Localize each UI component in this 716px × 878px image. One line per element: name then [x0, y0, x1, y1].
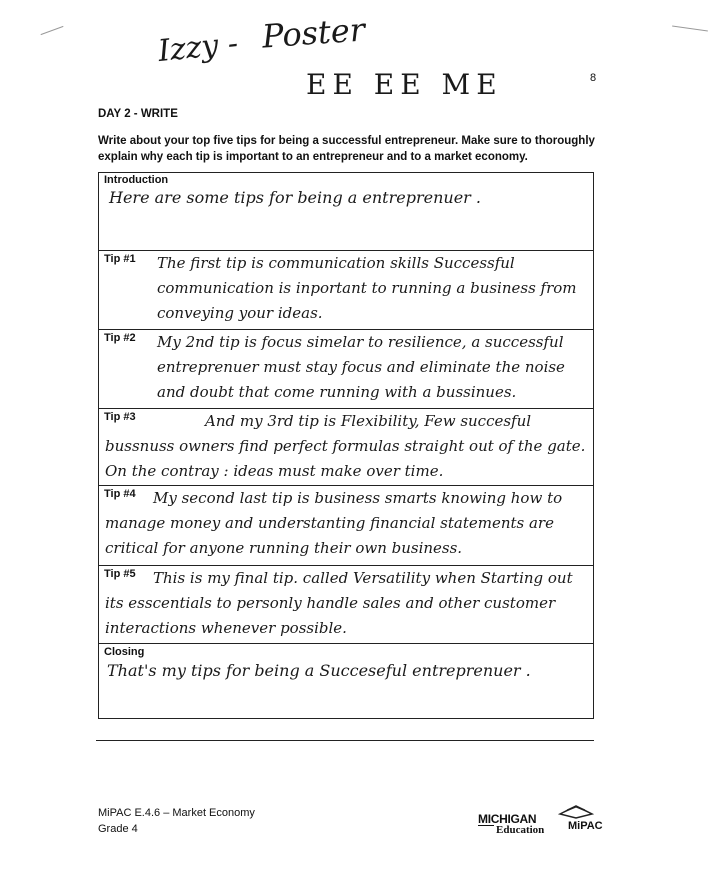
- scan-mark: [672, 25, 708, 31]
- introduction-label: Introduction: [104, 174, 169, 186]
- scan-mark: [41, 26, 64, 35]
- tip2-text: My 2nd tip is focus simelar to resilience, a successful entreprenuer must stay focus and eliminate the noise and doubt that come running with a bussinues.: [157, 333, 565, 401]
- tip1-text: The first tip is communication skills Successful communication is inportant to running a business from conveying your ideas.: [157, 254, 577, 322]
- tip3-label: Tip #3: [104, 411, 136, 423]
- tip4-label: Tip #4: [104, 488, 136, 500]
- mipac-logo-text: MiPAC: [568, 820, 603, 832]
- day-heading: DAY 2 - WRITE: [98, 108, 178, 120]
- michigan-logo-text: MICHIGAN: [478, 812, 537, 826]
- mipac-logo: [552, 802, 603, 846]
- tip2-label: Tip #2: [104, 332, 136, 344]
- introduction-box[interactable]: [98, 172, 594, 251]
- ee-text: EE EE ME: [306, 68, 503, 101]
- logo-rule: [478, 825, 494, 826]
- student-name: Izzy -: [156, 25, 240, 70]
- tip1-label: Tip #1: [104, 253, 136, 265]
- tip5-label: Tip #5: [104, 568, 136, 580]
- footer-divider: [96, 740, 594, 741]
- book-stack-icon: [558, 802, 594, 820]
- closing-text: That's my tips for being a Succeseful entreprenuer .: [107, 661, 531, 680]
- tip2-box[interactable]: [98, 329, 594, 409]
- tip5-text: This is my final tip. called Versatility when Starting out its esscentials to personly handle sales and other customer interactions whenever possible.: [105, 569, 573, 637]
- poster-label: Poster: [260, 10, 367, 56]
- michigan-education-logo: [478, 812, 548, 842]
- introduction-text: Here are some tips for being a entreprenuer .: [109, 188, 481, 207]
- education-logo-text: Education: [496, 824, 545, 836]
- tip5-box[interactable]: [98, 565, 594, 644]
- closing-box[interactable]: [98, 643, 594, 719]
- footer-course: MiPAC E.4.6 – Market Economy: [98, 807, 255, 819]
- tip4-box[interactable]: [98, 485, 594, 566]
- tip1-box[interactable]: [98, 250, 594, 330]
- tip3-box[interactable]: [98, 408, 594, 486]
- instructions: Write about your top five tips for being a successful entrepreneur. Make sure to thoroughly explain why each tip is important to an entrepreneur and to a market economy.: [98, 135, 595, 163]
- tip4-text: My second last tip is business smarts knowing how to manage money and understanting financial statements are critical for anyone running their own business.: [105, 489, 563, 557]
- closing-label: Closing: [104, 646, 145, 658]
- page-number: 8: [590, 72, 597, 84]
- tip3-text: And my 3rd tip is Flexibility, Few succesful bussnuss owners find perfect formulas straight out of the gate. On the contray : ideas must make over time.: [105, 412, 586, 480]
- footer-grade: Grade 4: [98, 823, 138, 835]
